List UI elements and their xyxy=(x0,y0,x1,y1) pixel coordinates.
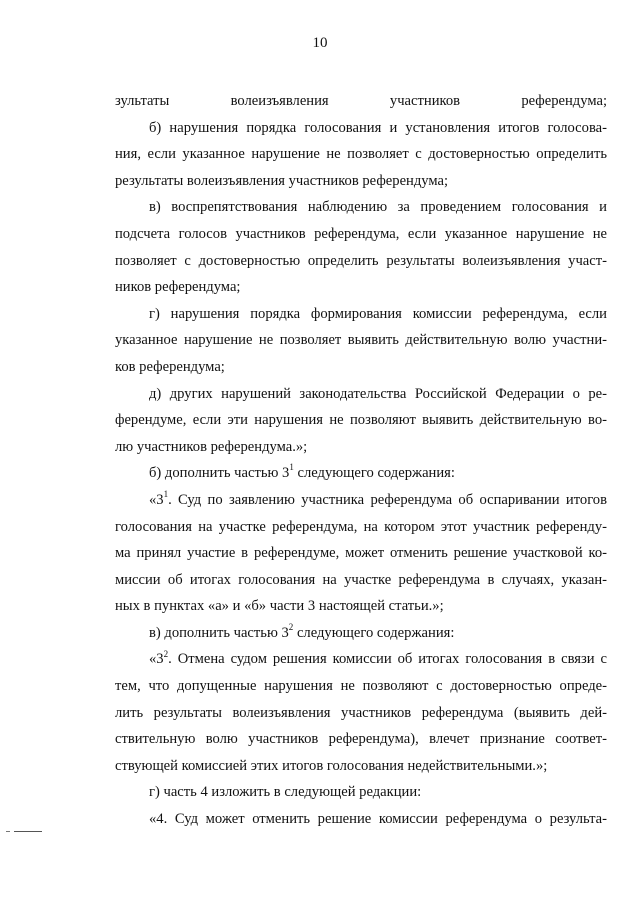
text-line: миссии об итогах голосования на участке референдума в случаях, указан- xyxy=(115,571,607,588)
text-fragment: «3 xyxy=(149,651,164,668)
text-line: в) воспрепятствования наблюдению за проведением голосования и xyxy=(149,199,607,216)
text-fragment: . Отмена судом решения комиссии об итогах голосования в связи с xyxy=(168,651,607,668)
text-line: результаты волеизъявления участников референдума; xyxy=(115,172,449,189)
text-line: подсчета голосов участников референдума, если указанное нарушение не xyxy=(115,225,607,242)
scan-artifact xyxy=(14,831,42,832)
superscript: 1 xyxy=(289,462,294,473)
text-line: «4. Суд может отменить решение комиссии референдума о результа- xyxy=(149,811,607,828)
text-line xyxy=(115,620,607,647)
text-line: голосования на участке референдума, на котором этот участник референду- xyxy=(115,518,607,535)
text-line: лю участников референдума.»; xyxy=(115,438,308,455)
text-fragment: б) дополнить частью 3 xyxy=(149,465,290,482)
text-line: д) других нарушений законодательства Российской Федерации о ре- xyxy=(149,385,607,402)
page-number: 10 xyxy=(312,35,328,51)
text-fragment: в) дополнить частью 3 xyxy=(149,624,289,641)
text-line: ния, если указанное нарушение не позволяет с достоверностью определить xyxy=(115,146,607,163)
text-line xyxy=(115,487,607,514)
document-body xyxy=(115,88,607,833)
text-line: б) нарушения порядка голосования и установления итогов голосова- xyxy=(149,119,607,136)
text-fragment: . Суд по заявлению участника референдума об оспаривании итогов xyxy=(168,491,607,508)
text-fragment: следующего содержания: xyxy=(293,624,455,641)
superscript: 2 xyxy=(288,622,294,633)
text-line: ков референдума; xyxy=(115,358,225,375)
text-line: ников референдума; xyxy=(115,279,241,296)
text-line: зультаты волеизъявления участников референдума; xyxy=(115,93,607,109)
text-fragment: следующего содержания: xyxy=(293,465,455,482)
text-line: ных в пунктах «а» и «б» части 3 настоящей статьи.»; xyxy=(115,598,444,615)
text-line: лить результаты волеизъявления участников референдума (выявить дей- xyxy=(115,704,607,721)
text-line: позволяет с достоверностью определить результаты волеизъявления участ- xyxy=(115,252,607,269)
text-line: указанное нарушение не позволяет выявить действительную волю участни- xyxy=(115,332,607,349)
text-line: тем, что допущенные нарушения не позволяют с достоверностью опреде- xyxy=(115,678,607,695)
text-line: ствующей комиссией этих итогов голосования недействительными.»; xyxy=(115,757,548,774)
text-line: ствительную волю участников референдума), влечет признание соответ- xyxy=(115,731,607,748)
text-line xyxy=(115,460,607,487)
text-line xyxy=(115,646,607,673)
text-line: ма принял участие в референдуме, может отменить решение участковой ко- xyxy=(115,545,607,562)
scan-artifact xyxy=(6,831,10,832)
text-line: г) часть 4 изложить в следующей редакции: xyxy=(149,784,422,801)
text-fragment: «3 xyxy=(149,491,164,508)
superscript: 1 xyxy=(163,489,169,500)
text-line: г) нарушения порядка формирования комиссии референдума, если xyxy=(149,305,607,322)
superscript: 2 xyxy=(163,648,169,659)
text-line: ферендуме, если эти нарушения не позволяют выявить действительную во- xyxy=(115,412,607,429)
